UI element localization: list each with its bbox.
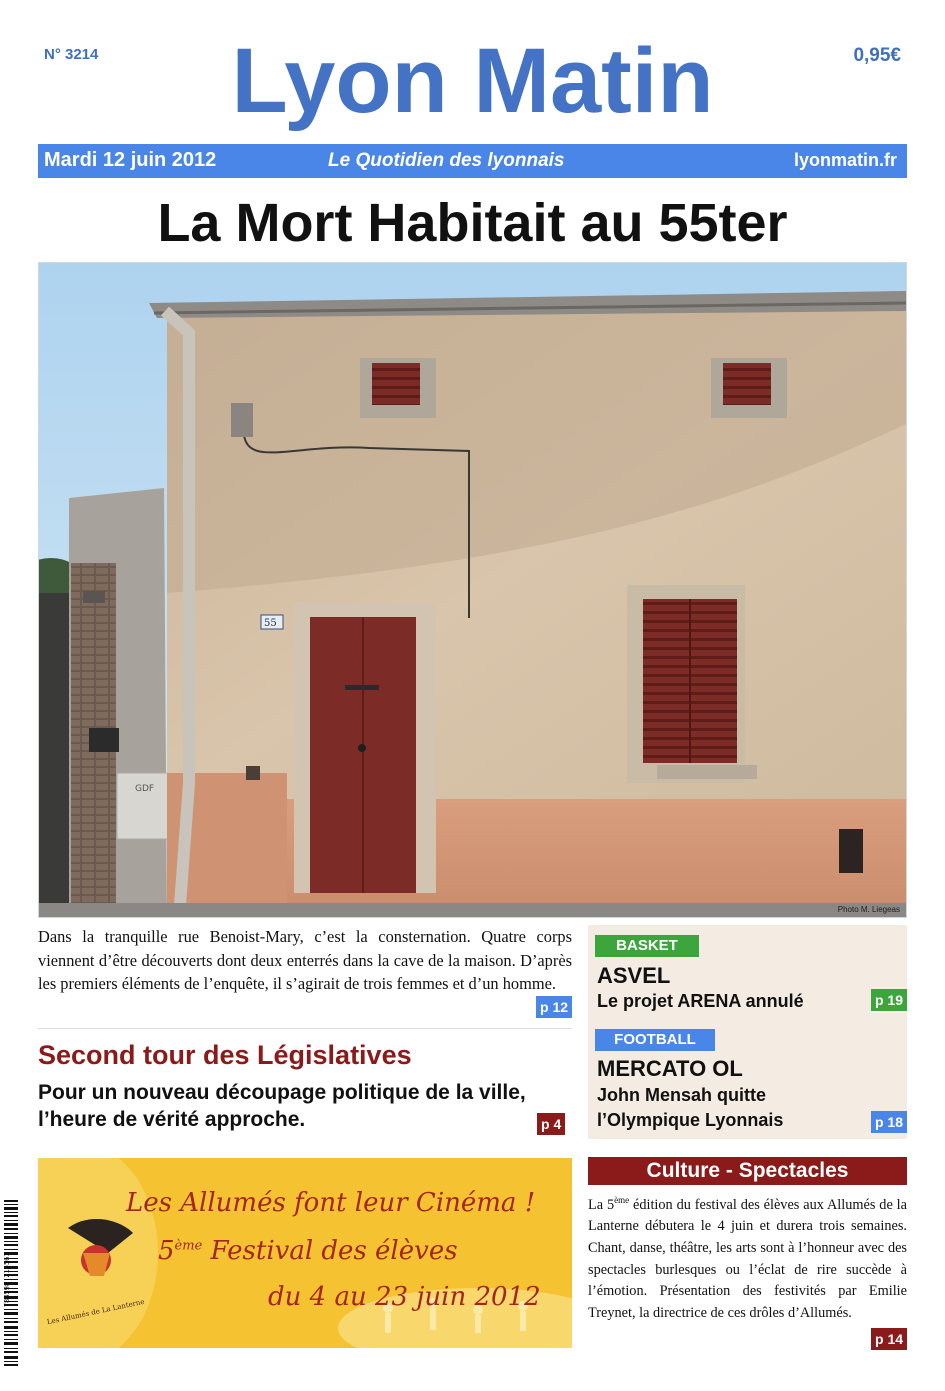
football-text-line2: l’Olympique Lyonnais (597, 1110, 784, 1130)
page-ref-basket[interactable]: p 19 (871, 989, 907, 1011)
divider (38, 1028, 572, 1029)
banner-line2-sup: ème (174, 1238, 203, 1254)
culture-text (588, 1190, 907, 1324)
main-photo (38, 262, 907, 918)
tagline: Le Quotidien des lyonnais (328, 150, 565, 171)
barcode-number: 3 784598 215561 (3, 1252, 11, 1316)
banner-line1: Les Allumés font leur Cinéma ! (126, 1188, 536, 1218)
house-number: 55 (264, 618, 277, 629)
banner-line3: du 4 au 23 juin 2012 (268, 1282, 541, 1312)
main-story-lead (38, 925, 572, 996)
banner-logo-text: Les Allumés de La Lanterne (46, 1297, 146, 1327)
culture-text-sup: ème (614, 1195, 630, 1205)
page-ref-politics[interactable]: p 4 (537, 1113, 565, 1135)
issue-number: N° 3214 (44, 46, 99, 63)
festival-banner[interactable] (38, 1158, 572, 1348)
price: 0,95€ (853, 45, 901, 66)
basket-text: Le projet ARENA annulé (597, 991, 804, 1011)
page-ref-football[interactable]: p 18 (871, 1111, 907, 1133)
website-link[interactable]: lyonmatin.fr (793, 150, 897, 170)
basket-title: ASVEL (597, 963, 671, 988)
culture-text-start: La 5 (588, 1196, 615, 1213)
photo-credit: Photo M. Liegeas (837, 905, 900, 914)
date-bar (38, 144, 907, 178)
house-facade-illustration (39, 263, 907, 918)
page-ref-main[interactable]: p 12 (536, 996, 572, 1018)
culture-text-rest: édition du festival des élèves aux Allumés de la Lanterne débutera le 4 juin et durera trois semaines. Chant, danse, théâtre, les arts sont à l’honneur avec des spectacles burlesques ou l’éclat de rire succède à l’émotion. Présentation des festivités par Emilie Treynet, la directrice de ces drôles d’Allumés. (588, 1196, 907, 1321)
politics-title: Second tour des Législatives (38, 1040, 412, 1070)
barcode (0, 1200, 20, 1370)
svg-text:GDF: GDF (135, 784, 155, 794)
newspaper-title: Lyon Matin (231, 30, 714, 132)
sports-box (588, 925, 907, 1139)
banner-line2 (158, 1236, 458, 1266)
page-ref-culture[interactable]: p 14 (871, 1328, 907, 1350)
banner-line2-num: 5 (158, 1236, 175, 1266)
football-title: MERCATO OL (597, 1056, 743, 1081)
football-text-line1: John Mensah quitte (597, 1085, 767, 1105)
banner-line2-text: Festival des élèves (202, 1236, 458, 1266)
politics-subtitle: Pour un nouveau découpage politique de la ville, l’heure de vérité approche. (38, 1081, 526, 1131)
basket-label: BASKET (595, 935, 699, 957)
lead-text: Dans la tranquille rue Benoist-Mary, c’est la consternation. Quatre corps viennent d’être découverts dont deux enterrés dans la cave de la maison. D’après les premiers éléments de l’enquête, il s’agirait de trois femmes et d’un homme. (38, 927, 572, 993)
main-headline: La Mort Habitait au 55ter (157, 193, 788, 253)
football-label: FOOTBALL (595, 1029, 715, 1051)
culture-heading: Culture - Spectacles (588, 1157, 907, 1185)
issue-date: Mardi 12 juin 2012 (44, 149, 217, 171)
